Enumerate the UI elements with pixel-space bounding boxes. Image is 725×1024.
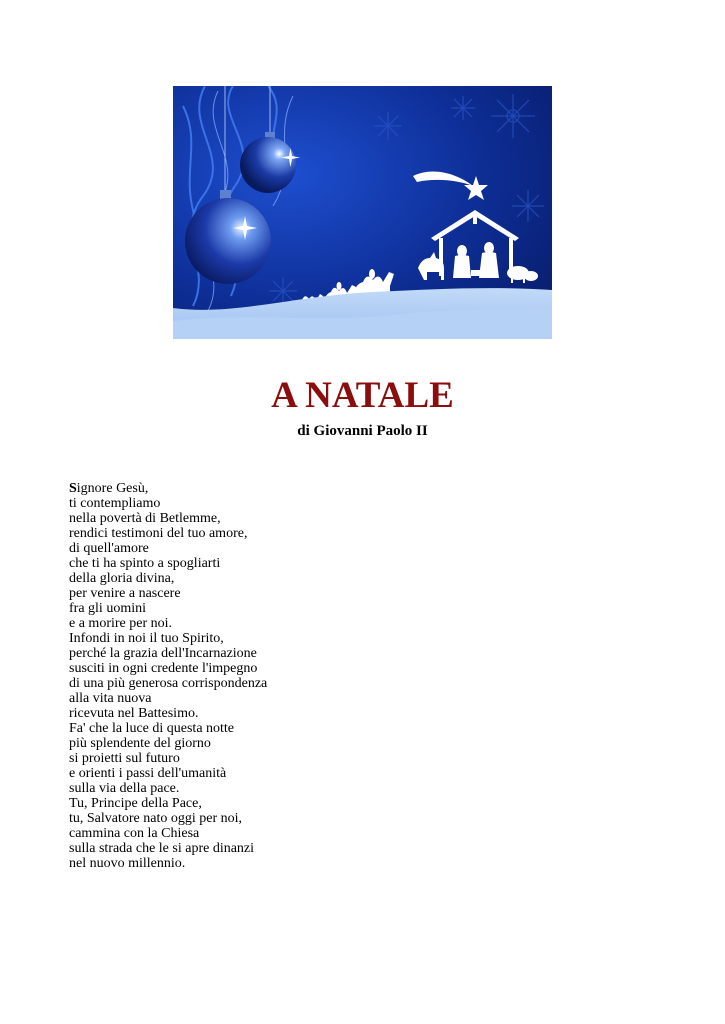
poem-line: di una più generosa corrispondenza [69,676,268,691]
poem-line: tu, Salvatore nato oggi per noi, [69,811,243,826]
nativity-illustration-svg [173,86,552,339]
poem-initial: S [69,481,77,496]
poem-line: e orienti i passi dell'umanità [69,766,227,781]
poem-line: per venire a nascere [69,586,181,601]
poem-line: nel nuovo millennio. [69,856,186,871]
poem-line-first [69,481,489,496]
poem-line: rendici testimoni del tuo amore, [69,526,248,541]
poem-line: alla vita nuova [69,691,152,706]
poem-line: più splendente del giorno [69,736,211,751]
poem-line: di quell'amore [69,541,149,556]
poem-line: perché la grazia dell'Incarnazione [69,646,257,661]
poem-line: susciti in ogni credente l'impegno [69,661,258,676]
poem-line: e a morire per noi. [69,616,173,631]
poem-line: che ti ha spinto a spogliarti [69,556,221,571]
nativity-illustration [173,86,552,339]
poem-line: ricevuta nel Battesimo. [69,706,199,721]
poem-line: Tu, Principe della Pace, [69,796,202,811]
poem-first-line-rest: ignore Gesù, [76,481,149,496]
poem-line: nella povertà di Betlemme, [69,511,221,526]
poem-line: ti contempliamo [69,496,161,511]
document-author: di Giovanni Paolo II [297,423,428,439]
poem-line: cammina con la Chiesa [69,826,200,841]
document-title: A NATALE [271,375,454,416]
poem-line: fra gli uomini [69,601,146,616]
poem-line: Fa' che la luce di questa notte [69,721,235,736]
poem-text [69,481,489,871]
poem-line: Infondi in noi il tuo Spirito, [69,631,224,646]
poem-line: della gloria divina, [69,571,175,586]
poem-line: sulla via della pace. [69,781,180,796]
poem-line: si proietti sul futuro [69,751,180,766]
poem-line: sulla strada che le si apre dinanzi [69,841,255,856]
